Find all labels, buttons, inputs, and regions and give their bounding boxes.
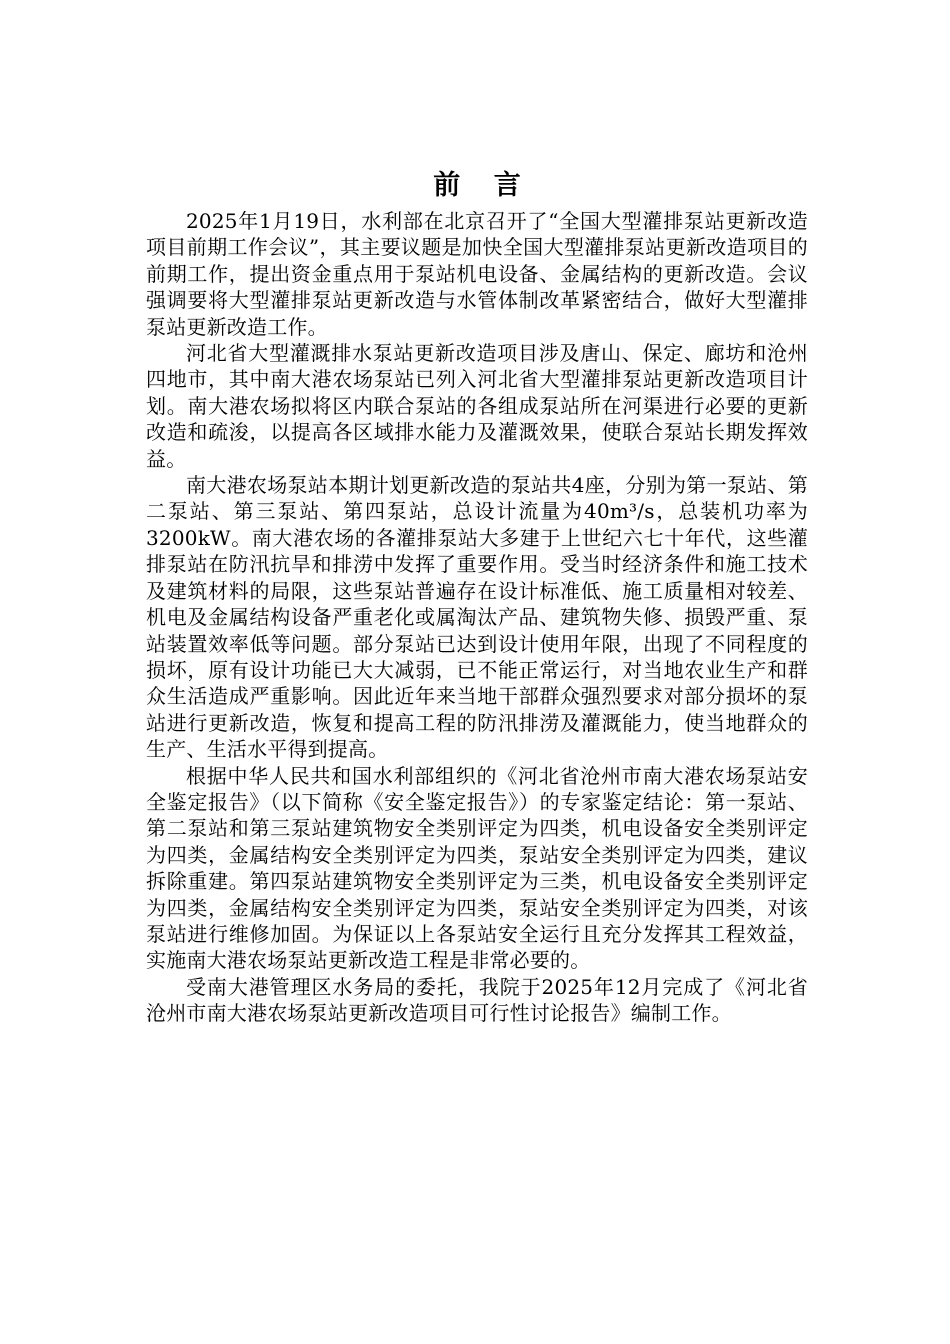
paragraph-meeting: 2025年1月19日，水利部在北京召开了“全国大型灌排泵站更新改造项目前期工作会议”，其主要议题是加快全国大型灌排泵站更新改造项目的前期工作，提出资金重点用于泵站机电设备、金属结构的更新改造。会议强调要将大型灌排泵站更新改造与水管体制改革紧密结合，做好大型灌排泵站更新改造工作。 [146, 209, 808, 339]
page-title: 前 言 [433, 170, 533, 201]
paragraph-hebei-project: 河北省大型灌溉排水泵站更新改造项目涉及唐山、保定、廊坊和沧州四地市，其中南大港农场泵站已列入河北省大型灌排泵站更新改造项目计划。南大港农场拟将区内联合泵站的各组成泵站所在河渠进行必要的更新改造和疏浚，以提高各区域排水能力及灌溉效果，使联合泵站长期发挥效益。 [146, 341, 808, 471]
document-page [146, 164, 808, 1027]
paragraph-pump-stations: 南大港农场泵站本期计划更新改造的泵站共4座，分别为第一泵站、第二泵站、第三泵站、第四泵站，总设计流量为40m³/s，总装机功率为3200kW。南大港农场的各灌排泵站大多建于上世纪六七十年代，这些灌排泵站在防汛抗旱和排涝中发挥了重要作用。受当时经济条件和施工技术及建筑材料的局限，这些泵站普遍存在设计标准低、施工质量相对较差、机电及金属结构设备严重老化或属淘汰产品、建筑物失修、损毁严重、泵站装置效率低等问题。部分泵站已达到设计使用年限，出现了不同程度的损坏，原有设计功能已大大减弱，已不能正常运行，对当地农业生产和群众生活造成严重影响。因此近年来当地干部群众强烈要求对部分损坏的泵站进行更新改造，恢复和提高工程的防汛排涝及灌溉能力，使当地群众的生产、生活水平得到提高。 [146, 473, 808, 762]
paragraph-commission: 受南大港管理区水务局的委托，我院于2025年12月完成了《河北省沧州市南大港农场泵站更新改造项目可行性讨论报告》编制工作。 [146, 974, 808, 1026]
paragraph-safety-report: 根据中华人民共和国水利部组织的《河北省沧州市南大港农场泵站安全鉴定报告》（以下简称《安全鉴定报告》）的专家鉴定结论：第一泵站、第二泵站和第三泵站建筑物安全类别评定为四类，机电设备安全类别评定为四类，金属结构安全类别评定为四类，泵站安全类别评定为四类，建议拆除重建。第四泵站建筑物安全类别评定为三类，机电设备安全类别评定为四类，金属结构安全类别评定为四类，泵站安全类别评定为四类，对该泵站进行维修加固。为保证以上各泵站安全运行且充分发挥其工程效益，实施南大港农场泵站更新改造工程是非常必要的。 [146, 763, 808, 973]
